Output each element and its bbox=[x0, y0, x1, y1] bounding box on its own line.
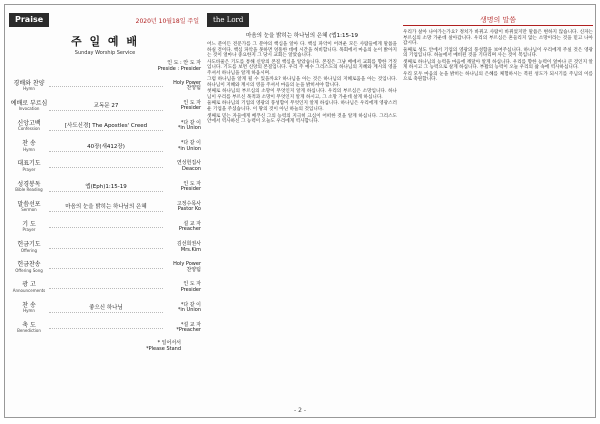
order-leader-en: Presider bbox=[180, 105, 201, 112]
order-leader-en: *in Union bbox=[177, 125, 201, 132]
sermon-paragraph: 둘째로 하나님의 기업의 영광의 풍성함이 무엇인지 알게 하십니다. 하나님은 우리에게 영광스러운 기업을 주셨습니다. 이 땅의 것이 아닌 하늘의 것입니다. bbox=[207, 101, 397, 113]
order-label-ko: 신앙고백 bbox=[17, 119, 41, 127]
order-leader bbox=[163, 81, 201, 92]
sermon-paragraph: 셋째로 하나님의 능력을 마음에 깨달아 알게 하십니다. 우리를 향한 능력이 얼마나 큰 것인지 알게 하시고 그 능력으로 살게 하십니다. 부활의 능력이 오늘 우리의 삶 속에 역사하십니다. bbox=[403, 59, 593, 71]
order-content: 좋으신 하나님 bbox=[49, 303, 163, 313]
order-content bbox=[49, 226, 163, 228]
order-leader-ko: *다 같 이 bbox=[180, 301, 201, 308]
page-number: - 2 - bbox=[294, 407, 306, 414]
order-leader-ko: *다 같 이 bbox=[180, 119, 201, 126]
order-content bbox=[49, 247, 163, 249]
order-leader bbox=[163, 242, 201, 253]
order-label-en: Benediction bbox=[17, 328, 41, 334]
order-leader-en: Presider bbox=[180, 286, 201, 293]
order-label-en: Sermon bbox=[21, 207, 37, 213]
order-label-en: Hymn bbox=[23, 146, 35, 152]
bulletin-page bbox=[4, 4, 596, 418]
order-leader-ko: 인 도 자 bbox=[183, 281, 201, 288]
order-label-en: Hymn bbox=[23, 308, 35, 314]
sermon-paragraph: 셋째로 믿는 자들에게 베푸신 그의 능력의 지극히 크심이 어떠한 것을 알게 하십니다. 그리스도 안에서 역사하신 그 능력이 오늘도 우리에게 역사합니다. bbox=[207, 113, 397, 125]
order-label bbox=[9, 202, 49, 213]
order-label-ko: 축 도 bbox=[22, 321, 36, 329]
presider-info bbox=[9, 60, 201, 72]
order-leader-ko: Holy Power bbox=[173, 261, 201, 268]
order-label-ko: 광 고 bbox=[22, 281, 36, 289]
order-row bbox=[9, 258, 201, 278]
order-label-ko: 헌금찬송 bbox=[17, 261, 41, 269]
worship-order-column bbox=[9, 13, 201, 352]
order-leader-en: 찬양팀 bbox=[186, 266, 201, 273]
order-leader bbox=[163, 121, 201, 132]
order-row bbox=[9, 96, 201, 116]
order-label bbox=[9, 141, 49, 152]
order-row bbox=[9, 318, 201, 338]
stand-note-en: *Please Stand bbox=[146, 346, 181, 353]
order-leader-ko: *설 교 자 bbox=[180, 321, 201, 328]
sermon-column-1 bbox=[207, 13, 397, 126]
banner-praise bbox=[9, 13, 201, 27]
order-label-en: Prayer bbox=[22, 166, 36, 172]
order-leader-en: Preacher bbox=[178, 226, 201, 233]
stand-note bbox=[9, 340, 201, 352]
sermon-paragraph: 사도바울은 기도를 통해 신앙의 본질 핵심을 알았습니다. 본질은 그냥 배에서 교회를 향한 거짓입니다. 기도를 보면 신앙의 본질입니다. 우리 주 예수 그리스도의 하나님의 지혜와 계시의 영을 주셔서 하나님을 알게 하옵시며. bbox=[207, 59, 397, 76]
order-leader-ko: 인 도 자 bbox=[183, 180, 201, 187]
order-label bbox=[9, 101, 49, 112]
order-label-ko: 성경봉독 bbox=[17, 180, 41, 188]
order-leader-en: Pastor Ko bbox=[177, 206, 201, 213]
order-leader-en: *Preacher bbox=[176, 327, 201, 334]
order-label-ko: 경배와 찬양 bbox=[13, 79, 45, 87]
order-content bbox=[49, 166, 163, 168]
order-label-en: Invocation bbox=[18, 106, 40, 112]
order-leader bbox=[163, 141, 201, 152]
order-leader bbox=[163, 161, 201, 172]
sermon-paragraph: 어느 분이든 전문가를 그 분야의 핵심을 알아 다. 핵심 파악이 어려운 모든 사람들에게 말씀을 하실 것이다. 핵심 파악을 못하면 엉뚱한 데에 시간을 허비합니다. 목회에서 마음의 눈이 밝아지는 것이 얼마나 중요한지 그 당시 교회는 알았습니다. bbox=[207, 42, 397, 59]
banner-lord bbox=[207, 13, 397, 27]
order-content: 마음의 눈을 밝히는 하나님의 은혜 bbox=[49, 202, 163, 212]
order-content bbox=[49, 85, 163, 87]
order-label-en: Confession bbox=[18, 126, 40, 132]
order-leader bbox=[163, 282, 201, 293]
order-leader-en: Mrs.Kim bbox=[180, 246, 201, 253]
banner-word bbox=[403, 13, 593, 27]
section-label: Praise bbox=[9, 13, 49, 27]
order-leader-ko: *다 같 이 bbox=[180, 140, 201, 147]
order-row bbox=[9, 116, 201, 136]
sermon-column-2 bbox=[403, 13, 593, 84]
order-label-en: Prayer bbox=[22, 227, 36, 233]
sermon-body-1 bbox=[207, 42, 397, 125]
presider-en: Preside : Presider bbox=[157, 66, 201, 72]
order-label bbox=[9, 81, 49, 92]
order-content bbox=[49, 267, 163, 269]
order-row bbox=[9, 197, 201, 217]
order-row bbox=[9, 76, 201, 96]
order-label-en: Announcements bbox=[12, 287, 46, 293]
order-label bbox=[9, 161, 49, 172]
order-label bbox=[9, 182, 49, 193]
banner-lord-label: the Lord bbox=[207, 13, 249, 27]
order-leader-ko: 인 도 자 bbox=[183, 99, 201, 106]
order-leader bbox=[163, 101, 201, 112]
order-label bbox=[9, 282, 49, 293]
order-leader-en: *in Union bbox=[177, 145, 201, 152]
order-row bbox=[9, 238, 201, 258]
worship-title: 주 일 예 배 bbox=[71, 35, 139, 48]
presider-ko: 인 도 : 안 도 자 bbox=[167, 60, 201, 66]
order-content bbox=[49, 287, 163, 289]
order-label bbox=[9, 121, 49, 132]
order-label bbox=[9, 303, 49, 314]
order-leader bbox=[163, 182, 201, 193]
order-row bbox=[9, 298, 201, 318]
order-label-ko: 대표기도 bbox=[17, 160, 41, 168]
order-leader bbox=[163, 303, 201, 314]
order-leader bbox=[163, 262, 201, 273]
order-row bbox=[9, 278, 201, 298]
order-leader-ko: 연성헌집사 bbox=[176, 160, 201, 167]
order-label-en: Bible Reading bbox=[15, 187, 43, 193]
order-label bbox=[9, 323, 49, 334]
order-content: 교독문 27 bbox=[49, 101, 163, 111]
order-label bbox=[9, 222, 49, 233]
order-content: 40장(새412장) bbox=[49, 142, 163, 152]
sermon-paragraph: 그럼 하나님을 알게 될 수 있을까요? 하나님을 아는 것은 하나님의 지혜로움을 아는 것입니다. 하나님이 지혜와 계시의 영을 주셔서 마음의 눈을 밝히셔야 합니다. bbox=[207, 77, 397, 88]
worship-subtitle: Sunday Worship Service bbox=[74, 50, 136, 56]
order-row bbox=[9, 177, 201, 197]
order-list bbox=[9, 76, 201, 338]
order-leader bbox=[163, 202, 201, 213]
sermon-paragraph: 첫째로 하나님의 부르심의 소망이 무엇인지 알게 하십니다. 우리의 부르심은 소망입니다. 하나님이 우리를 부르신 목적과 소망이 무엇인지 알게 하시고, 그 소망 가운데 살게 하십니다. bbox=[207, 89, 397, 100]
sermon-paragraph: 둘째로 성도 안에서 기업의 영광의 풍성함을 보여주십니다. 하나님이 우리에게 주실 것은 영광의 기업입니다. 하늘에서 예비된 것을 기다리며 사는 것이 복입니다. bbox=[403, 47, 593, 59]
order-label-ko: 찬 송 bbox=[22, 301, 36, 309]
order-content: [사도신경] The Apostles' Creed bbox=[49, 121, 163, 131]
sermon-paragraph: 우리 모두 마음의 눈을 밝히는 하나님의 은혜를 체험하시는 복된 성도가 되시기를 주님의 이름으로 축원합니다. bbox=[403, 71, 593, 83]
order-leader-en: *in Union bbox=[177, 307, 201, 314]
order-label bbox=[9, 242, 49, 253]
sermon-heading: 마음의 눈을 밝히는 하나님의 은혜 (엡1:15-19 bbox=[246, 33, 358, 39]
order-label-ko: 찬 송 bbox=[22, 140, 36, 148]
order-leader bbox=[163, 222, 201, 233]
order-leader-en: Deacon bbox=[182, 165, 201, 172]
order-label-en: Offering Song bbox=[15, 267, 43, 273]
order-leader-ko: Holy Power bbox=[173, 79, 201, 86]
order-row bbox=[9, 157, 201, 177]
order-label bbox=[9, 262, 49, 273]
sermon-paragraph: 우리가 살아 나아가는가요? 정치가 바뀌고 사람이 바뀌었지만 말씀은 변하지 않습니다. 신자는 부르심의 소망 가운데 살아갑니다. 우리의 부르심은 흔들리지 않는 소망이라는 것을 믿고 나아갑시다. bbox=[403, 30, 593, 47]
order-leader-ko: 김선희권사 bbox=[176, 241, 201, 248]
order-leader-ko: 설 교 자 bbox=[183, 220, 201, 227]
order-content: 엡(Eph)1:15-19 bbox=[49, 182, 163, 192]
order-label-ko: 기 도 bbox=[22, 220, 36, 228]
order-content bbox=[49, 327, 163, 329]
order-label-ko: 헌금기도 bbox=[17, 241, 41, 249]
order-leader-en: 찬양팀 bbox=[186, 85, 201, 92]
stand-note-ko: * 일어서서 bbox=[157, 340, 181, 347]
banner-word-label: 생명의 말씀 bbox=[403, 15, 593, 26]
service-date: 2020년 10월18일 주일 bbox=[135, 17, 199, 25]
order-leader bbox=[163, 323, 201, 334]
order-row bbox=[9, 137, 201, 157]
sermon-body-2 bbox=[403, 30, 593, 83]
order-label-en: Offering bbox=[20, 247, 38, 253]
order-leader-ko: 고정수목사 bbox=[176, 200, 201, 207]
order-label-ko: 예배로 부르심 bbox=[10, 99, 48, 107]
order-leader-en: Presider bbox=[180, 186, 201, 193]
order-row bbox=[9, 217, 201, 237]
order-label-en: Hymn bbox=[23, 86, 35, 92]
order-label-ko: 말씀선포 bbox=[17, 200, 41, 208]
